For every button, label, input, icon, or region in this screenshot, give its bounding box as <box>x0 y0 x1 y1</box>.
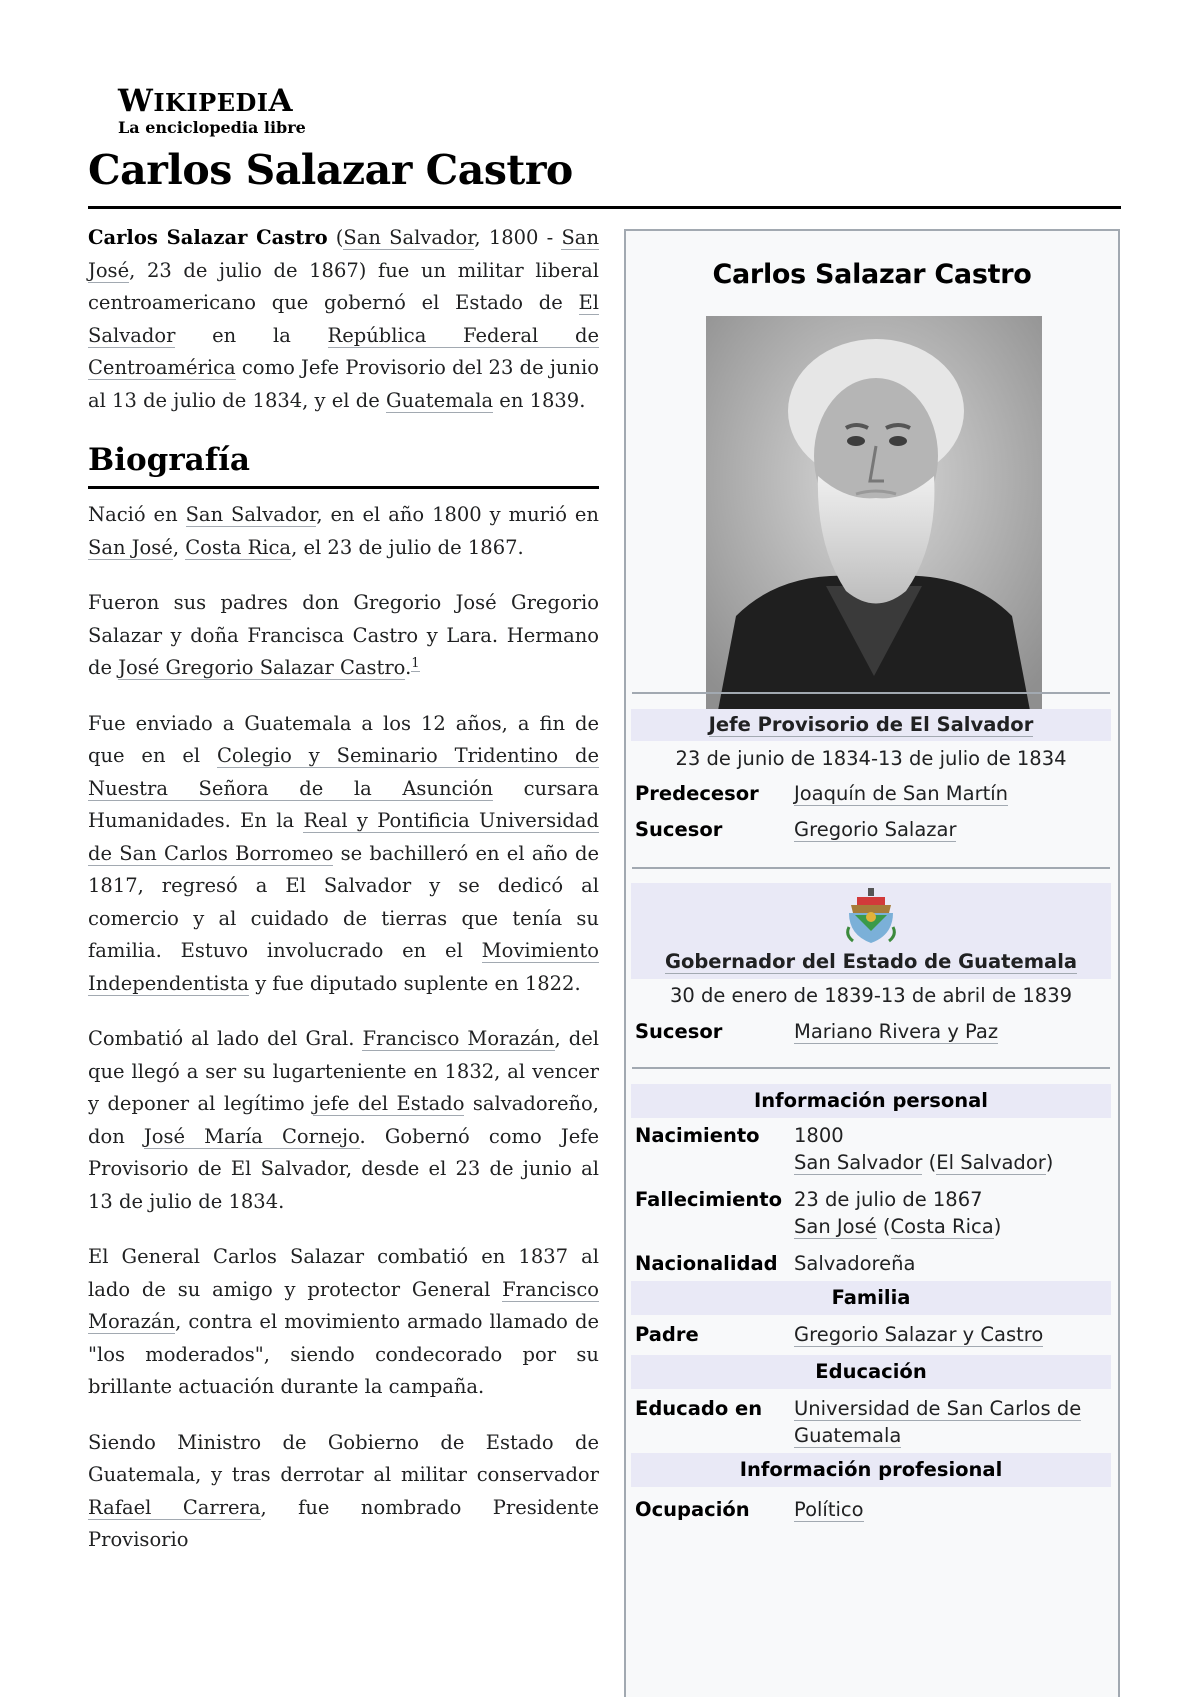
infobox-section-heading: Información profesional <box>631 1453 1111 1487</box>
paragraph: Nació en San Salvador, en el año 1800 y murió en San José, Costa Rica, el 23 de julio de 1867. <box>88 503 599 559</box>
link-el-salvador[interactable]: El Salvador <box>936 1151 1046 1174</box>
office-link-gobernador-guatemala[interactable]: Gobernador del Estado de Guatemala <box>664 950 1078 973</box>
logo-wordmark: WIKIPEDIA <box>118 83 294 119</box>
title-divider <box>88 206 1121 209</box>
link-francisco-morazan[interactable]: Francisco Morazán <box>88 1277 599 1333</box>
infobox-row-birth: Nacimiento 1800 San Salvador (El Salvador) <box>635 1124 1054 1174</box>
link-republica-federal[interactable]: República Federal de Centroamérica <box>88 323 599 379</box>
coat-of-arms-icon[interactable] <box>845 887 897 945</box>
link-san-jose[interactable]: San José <box>794 1215 877 1238</box>
paragraph: El General Carlos Salazar combatió en 1837 al lado de su amigo y protector General Francisco Morazán, contra el movimiento armado llamado de "los moderados", siendo condecorado por su brillante actuación durante la campaña. <box>88 1245 599 1398</box>
link-jose-gregorio-salazar[interactable]: José Gregorio Salazar Castro <box>118 656 406 679</box>
office-dates: 30 de enero de 1839-13 de abril de 1839 <box>669 984 1073 1007</box>
logo-tagline: La enciclopedia libre <box>118 118 306 137</box>
infobox-section-heading: Familia <box>631 1281 1111 1315</box>
page-title: Carlos Salazar Castro <box>88 146 573 194</box>
infobox-divider <box>632 867 1110 869</box>
death-date: 23 de julio de 1867 <box>794 1188 983 1211</box>
link-costa-rica[interactable]: Costa Rica <box>185 535 292 559</box>
row-label: Educado en <box>635 1397 763 1420</box>
link-universidad-san-carlos[interactable]: Real y Pontificia Universidad de San Carlos Borromeo <box>88 809 599 865</box>
office-link-jefe-el-salvador[interactable]: Jefe Provisorio de El Salvador <box>708 713 1034 736</box>
birth-year: 1800 <box>794 1124 844 1147</box>
row-label: Padre <box>635 1323 699 1346</box>
paragraph: Combatió al lado del Gral. Francisco Morazán, del que llegó a ser su lugarteniente en 1832, al vencer y deponer al legítimo jefe del Estado salvadoreño, don José María Cornejo. Gobernó como Jefe Provisorio de El Salvador, desde el 23 de junio al 13 de julio de 1834. <box>88 1027 600 1213</box>
row-label: Nacionalidad <box>635 1252 778 1275</box>
link-gregorio-salazar-castro[interactable]: Gregorio Salazar y Castro <box>794 1323 1044 1346</box>
link-san-jose[interactable]: San José <box>88 226 599 282</box>
infobox-row-death: Fallecimiento 23 de julio de 1867 San José (Costa Rica) <box>635 1188 1002 1238</box>
office-dates: 23 de junio de 1834-13 de julio de 1834 <box>675 747 1067 770</box>
article-body <box>88 222 599 1580</box>
row-label: Nacimiento <box>635 1124 760 1147</box>
infobox-office-heading <box>631 883 1111 979</box>
infobox-row-education <box>635 1395 1105 1455</box>
link-san-jose[interactable]: San José <box>88 535 173 559</box>
infobox-title: Carlos Salazar Castro <box>712 259 1032 290</box>
portrait-photo[interactable] <box>706 316 1042 721</box>
section-heading-biografia: Biografía <box>88 440 599 489</box>
link-jose-maria-cornejo[interactable]: José María Cornejo <box>143 1124 360 1148</box>
row-label: Sucesor <box>635 818 723 841</box>
link-rafael-carrera[interactable]: Rafael Carrera <box>88 1495 261 1519</box>
paragraph: Fueron sus padres don Gregorio José Gregorio Salazar y doña Francisca Castro y Lara. Hermano de José Gregorio Salazar Castro.$^1$ <box>88 591 599 679</box>
row-label: Fallecimiento <box>635 1188 783 1211</box>
link-guatemala[interactable]: Guatemala <box>385 388 494 412</box>
infobox-section-heading: Educación <box>631 1355 1111 1389</box>
infobox-divider <box>632 692 1110 694</box>
link-costa-rica[interactable]: Costa Rica <box>890 1215 994 1238</box>
intro-paragraph: Carlos Salazar Castro (San Salvador, 1800 - San José, 23 de julio de 1867) fue un militar liberal centroamericano que gobernó el Estado de El Salvador en la República Federal de Centroamérica como Jefe Provisorio del 23 de junio al 13 de julio de 1834, y el de Guatemala en 1839. <box>88 226 599 412</box>
reference-link[interactable]: 1 <box>411 655 420 671</box>
link-universidad-san-carlos[interactable]: Universidad de San Carlos de Guatemala <box>794 1397 1082 1447</box>
link-jefe-del-estado[interactable]: jefe del Estado <box>313 1092 465 1115</box>
row-label: Predecesor <box>635 782 759 805</box>
link-san-salvador[interactable]: San Salvador <box>343 226 475 249</box>
paragraph: Fue enviado a Guatemala a los 12 años, a fin de que en el Colegio y Seminario Tridentino de Nuestra Señora de la Asunción cursara Humanidades. En la Real y Pontificia Universidad de San Carlos Borromeo se bachilleró en el año de 1817, regresó a El Salvador y se dedicó al comercio y al cuidado de tierras que tenía su familia. Estuvo involucrado en el Movimiento Independentista y fue diputado suplente en 1822. <box>88 711 599 995</box>
wikipedia-logo[interactable] <box>118 84 318 137</box>
link-gregorio-salazar[interactable]: Gregorio Salazar <box>794 818 957 841</box>
link-mariano-rivera-paz[interactable]: Mariano Rivera y Paz <box>794 1020 999 1043</box>
link-movimiento-independentista[interactable]: Movimiento Independentista <box>88 939 599 995</box>
link-colegio-seminario[interactable]: Colegio y Seminario Tridentino de Nuestra Señora de la Asunción <box>88 744 599 800</box>
nationality-value: Salvadoreña <box>794 1252 916 1275</box>
link-san-salvador[interactable]: San Salvador <box>794 1151 923 1174</box>
paragraph: Siendo Ministro de Gobierno de Estado de Guatemala, y tras derrotar al militar conservador Rafael Carrera, fue nombrado Presidente Provisorio <box>88 1430 599 1551</box>
subject-name: Carlos Salazar Castro <box>88 226 328 249</box>
link-el-salvador[interactable]: El Salvador <box>88 291 599 347</box>
infobox <box>624 229 1120 1697</box>
link-joaquin-san-martin[interactable]: Joaquín de San Martín <box>794 782 1009 805</box>
link-politico[interactable]: Político <box>794 1498 864 1521</box>
row-label: Sucesor <box>635 1020 723 1043</box>
link-francisco-morazan[interactable]: Francisco Morazán <box>362 1027 555 1050</box>
infobox-divider <box>632 1067 1110 1069</box>
infobox-section-heading: Información personal <box>631 1084 1111 1118</box>
link-san-salvador[interactable]: San Salvador <box>185 503 317 526</box>
row-label: Ocupación <box>635 1498 750 1521</box>
infobox-office-heading <box>631 709 1111 741</box>
